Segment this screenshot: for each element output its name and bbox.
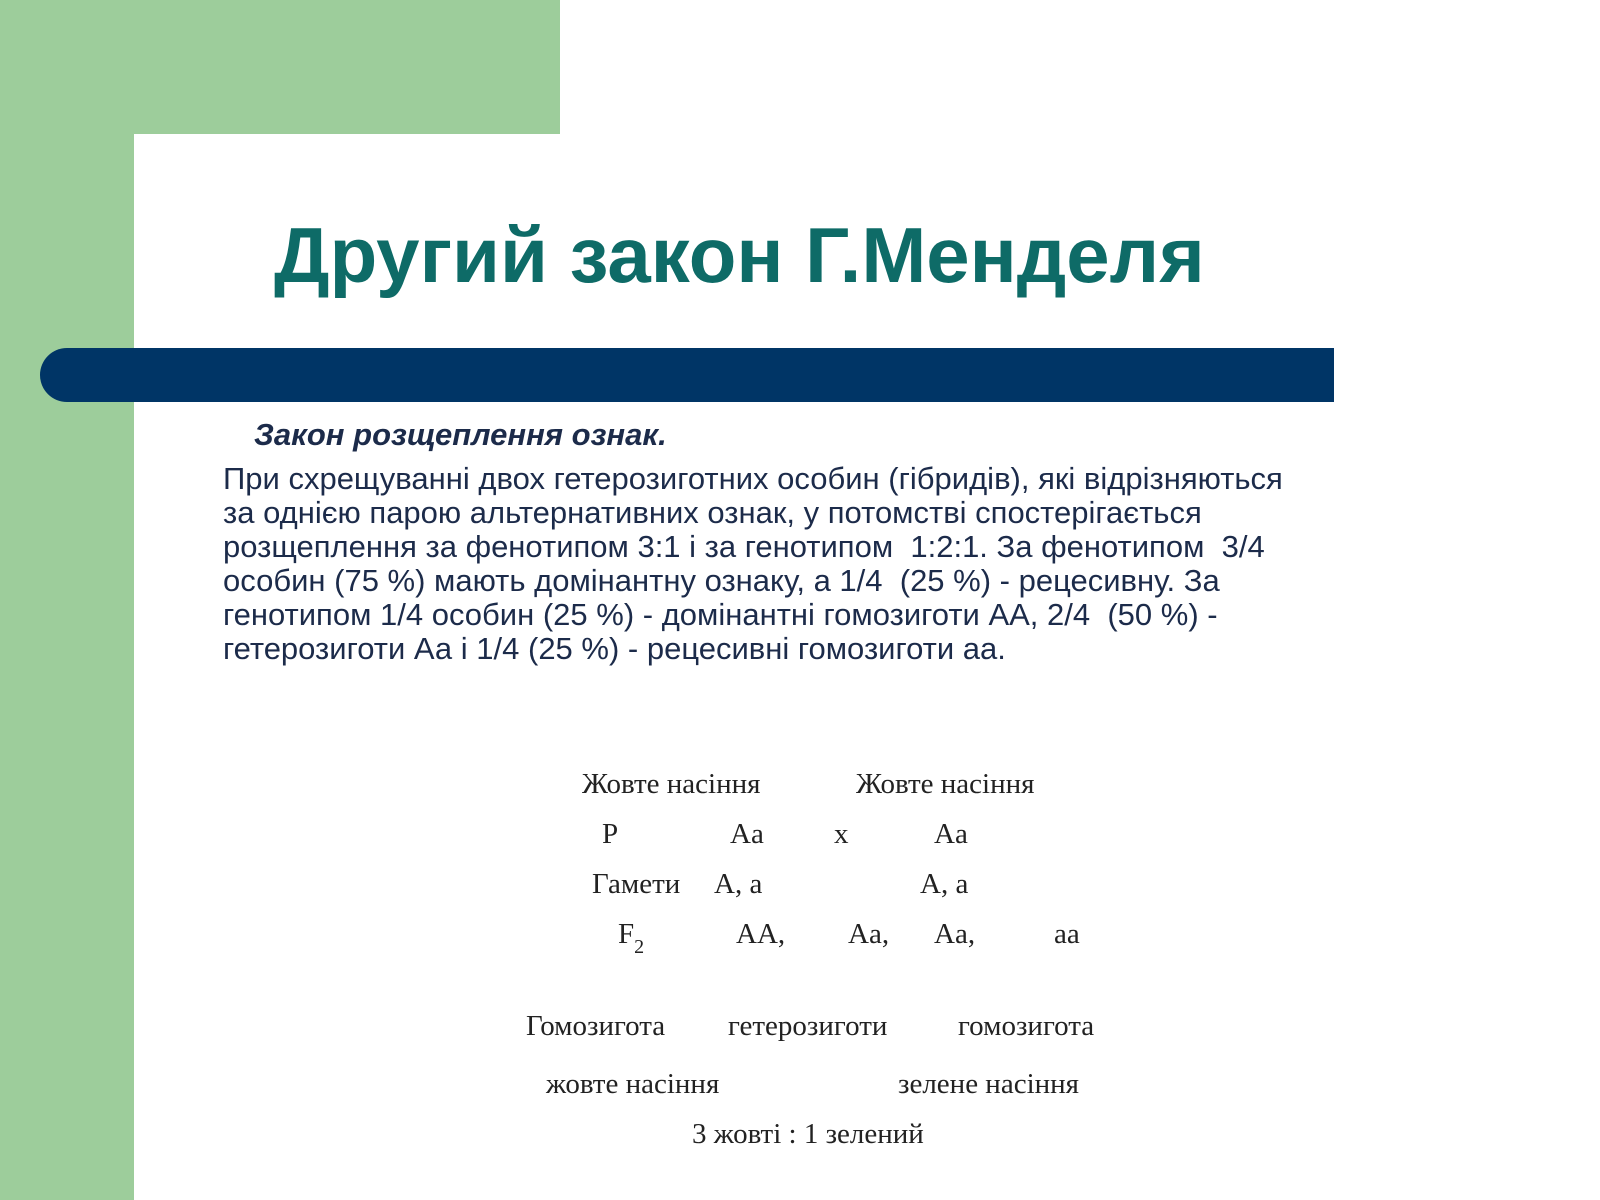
f2-letter: F — [618, 918, 635, 950]
f2-genotype: aa — [1054, 918, 1080, 950]
group-label: гомозигота — [958, 1010, 1095, 1042]
law-description-line: особин (75 %) мають домінантну ознаку, а 1/4 (25 %) - рецесивну. За — [223, 563, 1220, 598]
phenotype-ratio: 3 жовті : 1 зелений — [692, 1118, 924, 1150]
law-description-line: При схрещуванні двох гетерозиготних особин (гібридів), які відрізняються — [223, 461, 1283, 496]
parents-label: P — [602, 818, 619, 850]
group-label: гетерозиготи — [728, 1010, 888, 1042]
group-label: Гомозигота — [526, 1010, 666, 1042]
parent2-gametes: A, a — [920, 868, 969, 900]
f2-genotype: Aa, — [848, 918, 890, 950]
parent1-gametes: A, a — [714, 868, 763, 900]
cross-symbol: x — [834, 818, 849, 850]
gametes-label: Гамети — [592, 868, 681, 900]
law-description-line: за однією парою альтернативних ознак, у потомстві спостерігається — [223, 495, 1202, 530]
f2-label — [618, 918, 644, 963]
f2-genotype: AA, — [736, 918, 786, 950]
law-description-line: розщеплення за фенотипом 3:1 і за генотипом 1:2:1. За фенотипом 3/4 — [223, 529, 1265, 564]
law-description-line: генотипом 1/4 особин (25 %) - домінантні гомозиготи АА, 2/4 (50 %) - — [223, 597, 1218, 632]
f2-subscript: 2 — [634, 936, 645, 958]
parent2-phenotype: Жовте насіння — [856, 768, 1035, 800]
slide-title: Другий закон Г.Менделя — [274, 211, 1205, 299]
slide-subtitle: Закон розщеплення ознак. — [254, 417, 667, 452]
parent1-genotype: Aa — [730, 818, 764, 850]
parent2-genotype: Aa — [934, 818, 968, 850]
parent1-phenotype: Жовте насіння — [582, 768, 761, 800]
law-description-line: гетерозиготи Аа і 1/4 (25 %) - рецесивні гомозиготи аа. — [223, 631, 1006, 666]
f2-genotype: Aa, — [934, 918, 976, 950]
phenotype-label: жовте насіння — [546, 1068, 720, 1100]
phenotype-label: зелене насіння — [898, 1068, 1080, 1100]
